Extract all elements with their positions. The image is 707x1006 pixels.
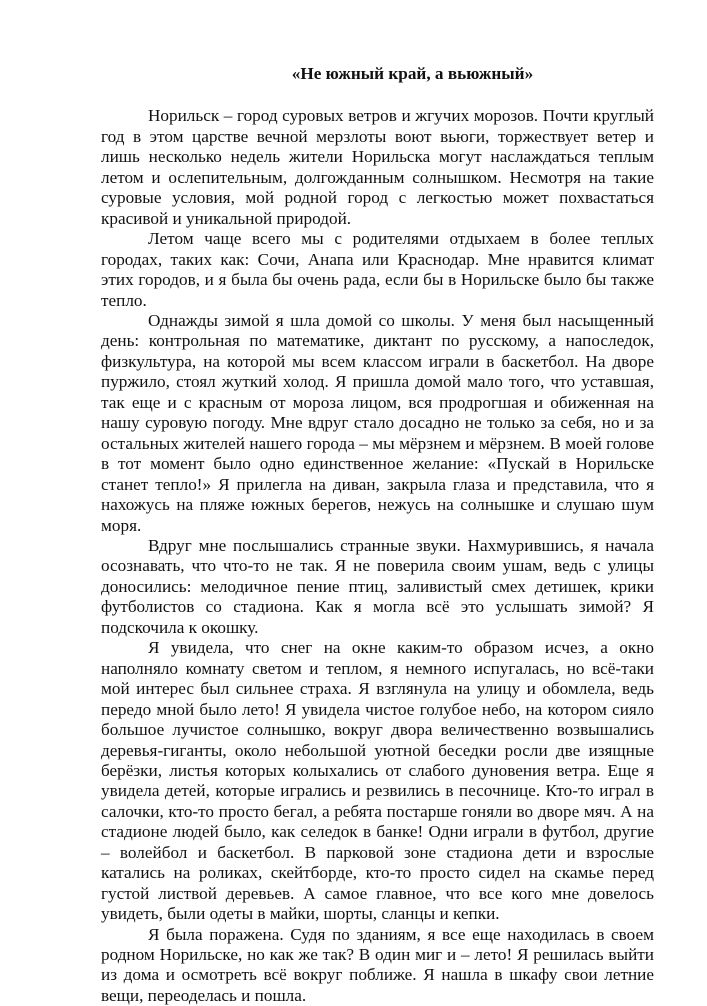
document-title: «Не южный край, а вьюжный» [291,64,534,83]
paragraph: Вдруг мне послышались странные звуки. Нахмурившись, я начала осознавать, что что-то не так. Я не поверила своим ушам, ведь с улицы доносились: мелодичное пение птиц, заливистый смех детишек, крики футболистов со стадиона. Как я могла всё это услышать зимой? Я подскочила к окошку. [101,535,654,637]
paragraph: Я увидела, что снег на окне каким-то образом исчез, а окно наполняло комнату светом и теплом, я немного испугалась, но всё-таки мой интерес был сильнее страха. Я взглянула на улицу и обомлела, ведь передо мной было лето! Я увидела чистое голубое небо, на котором сияло большое лучистое солнышко, вокруг двора величественно возвышались деревья-гиганты, около небольшой уютной беседки росли две изящные берёзки, листья которых колыхались от слабого дуновения ветра. Еще я увидела детей, которые игрались и резвились в песочнице. Кто-то играл в салочки, кто-то просто бегал, а ребята постарше гоняли во дворе мяч. А на стадионе людей было, как селедок в банке! Одни играли в футбол, другие – волейбол и баскетбол. В парковой зоне стадиона дети и взрослые катались на роликах, скейтборде, кто-то просто сидел на скамье перед густой листвой деревьев. А самое главное, что все кого мне довелось увидеть, были одеты в майки, шорты, сланцы и кепки. [101,638,654,924]
paragraph: Норильск – город суровых ветров и жгучих морозов. Почти круглый год в этом царстве вечной мерзлоты воют вьюги, торжествует ветер и лишь несколько недель жители Норильска могут наслаждаться теплым летом и ослепительным, долгожданным солнышком. Несмотря на такие суровые условия, мой родной город с легкостью может похвастаться красивой и уникальной природой. [101,106,654,228]
document-page [101,64,654,1006]
paragraph: Летом чаще всего мы с родителями отдыхаем в более теплых городах, таких как: Сочи, Анапа или Краснодар. Мне нравится климат этих городов, и я была бы очень рада, если бы в Норильске было бы также тепло. [101,229,654,310]
paragraph: Однажды зимой я шла домой со школы. У меня был насыщенный день: контрольная по математике, диктант по русскому, а напоследок, физкультура, на которой мы всем классом играли в баскетбол. На дворе пуржило, стоял жуткий холод. Я пришла домой мало того, что уставшая, так еще и с красным от мороза лицом, вся продрогшая и обиженная на нашу суровую погоду. Мне вдруг стало досадно не только за себя, но и за остальных жителей нашего города – мы мёрзнем и мёрзнем. В моей голове в тот момент было одно единственное желание: «Пускай в Норильске станет тепло!» Я прилегла на диван, закрыла глаза и представила, что я нахожусь на пляже южных берегов, нежусь на солнышке и слушаю шум моря. [101,310,654,535]
paragraph: Я была поражена. Судя по зданиям, я все еще находилась в своем родном Норильске, но как же так? В один миг и – лето! Я решилась выйти из дома и осмотреть всё вокруг поближе. Я нашла в шкафу свои летние вещи, переоделась и пошла. [101,924,654,1005]
